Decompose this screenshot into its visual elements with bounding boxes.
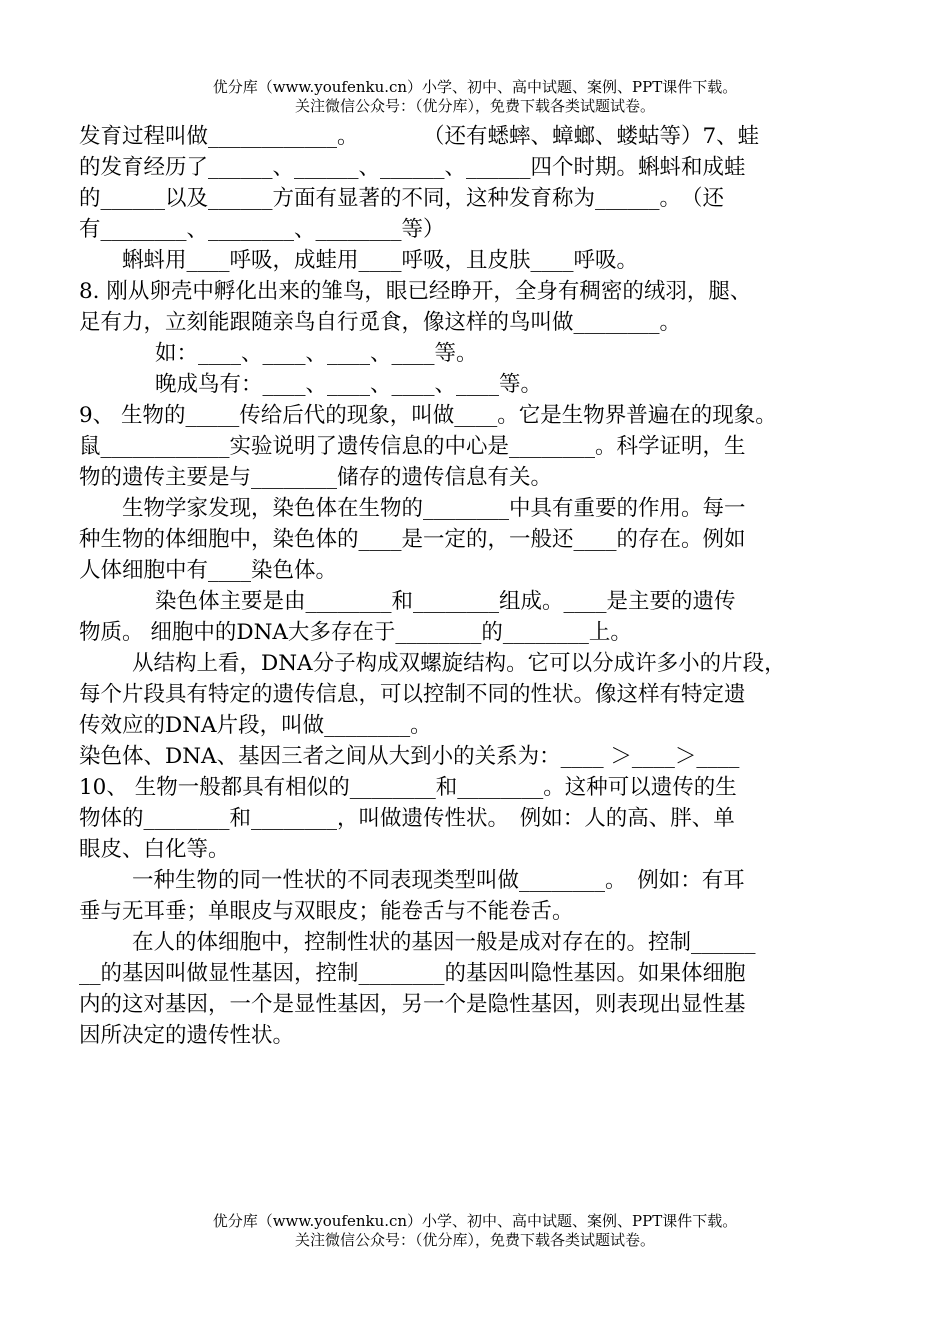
- text-line: 如：____、____、____、____等。: [155, 341, 478, 366]
- text-line: 晚成鸟有：____、____、____、____等。: [155, 372, 543, 397]
- question-10-heading: 10、 生物一般都具有相似的________和________。这种可以遗传的生: [79, 775, 737, 800]
- text-line: 足有力，立刻能跟随亲鸟自行觅食，像这样的鸟叫做________。: [79, 310, 682, 335]
- text-line: 眼皮、白化等。: [79, 837, 230, 862]
- document-body: [79, 121, 879, 1051]
- text-line: 物体的________和________，叫做遗传性状。 例如：人的高、胖、单: [79, 806, 735, 831]
- footer-line-1: 优分库（www.youfenku.cn）小学、初中、高中试题、案例、PPT课件下载。: [212, 1212, 738, 1230]
- text-line: 生物学家发现，染色体在生物的________中具有重要的作用。每一: [122, 496, 746, 521]
- text-line: 有________、________、________等）: [79, 217, 445, 242]
- text-line: 每个片段具有特定的遗传信息，可以控制不同的性状。像这样有特定遗: [79, 682, 746, 707]
- text-line: 在人的体细胞中，控制性状的基因一般是成对存在的。控制______: [132, 930, 756, 955]
- page-header: [0, 78, 950, 116]
- text-line: 染色体、DNA、基因三者之间从大到小的关系为：____ ＞____＞____: [79, 744, 740, 769]
- text-line: 蝌蚪用____呼吸，成蛙用____呼吸，且皮肤____呼吸。: [122, 248, 639, 273]
- text-line: 一种生物的同一性状的不同表现类型叫做________。 例如：有耳: [132, 868, 745, 893]
- text-line: 发育过程叫做____________。 （还有蟋蟀、蟑螂、蝼蛄等）7、蛙: [79, 124, 760, 149]
- header-line-2: 关注微信公众号：（优分库），免费下载各类试题试卷。: [294, 97, 655, 115]
- page-footer: [0, 1212, 950, 1250]
- text-line: __的基因叫做显性基因，控制________的基因叫隐性基因。如果体细胞: [79, 961, 746, 986]
- text-line: 鼠____________实验说明了遗传信息的中心是________。科学证明，生: [79, 434, 746, 459]
- text-line: 物的遗传主要是与________储存的遗传信息有关。: [79, 465, 553, 490]
- text-line: 物质。 细胞中的DNA大多存在于________的________上。: [79, 620, 632, 645]
- text-line: 因所决定的遗传性状。: [79, 1023, 295, 1048]
- text-line: 内的这对基因，一个是显性基因，另一个是隐性基因，则表现出显性基: [79, 992, 746, 1017]
- footer-line-2: 关注微信公众号：（优分库），免费下载各类试题试卷。: [294, 1231, 655, 1249]
- text-line: 种生物的体细胞中，染色体的____是一定的，一般还____的存在。例如: [79, 527, 746, 552]
- text-line: 的______以及______方面有显著的不同，这种发育称为______。 （还: [79, 186, 725, 211]
- text-line: 传效应的DNA片段，叫做________。: [79, 713, 432, 738]
- text-line: 从结构上看，DNA分子构成双螺旋结构。它可以分成许多小的片段，: [132, 651, 786, 676]
- question-9-heading: 9、 生物的_____传给后代的现象，叫做____。它是生物界普遍在的现象。: [79, 403, 777, 428]
- question-8-heading: 8. 刚从卵壳中孵化出来的雏鸟，眼已经睁开，全身有稠密的绒羽，腿、: [79, 279, 752, 304]
- text-line: 染色体主要是由________和________组成。____是主要的遗传: [155, 589, 736, 614]
- header-line-1: 优分库（www.youfenku.cn）小学、初中、高中试题、案例、PPT课件下载。: [212, 78, 738, 96]
- text-line: 人体细胞中有____染色体。: [79, 558, 338, 583]
- text-line: 的发育经历了______、______、______、______四个时期。蝌蚪和成蛙: [79, 155, 746, 180]
- text-line: 垂与无耳垂；单眼皮与双眼皮；能卷舌与不能卷舌。: [79, 899, 574, 924]
